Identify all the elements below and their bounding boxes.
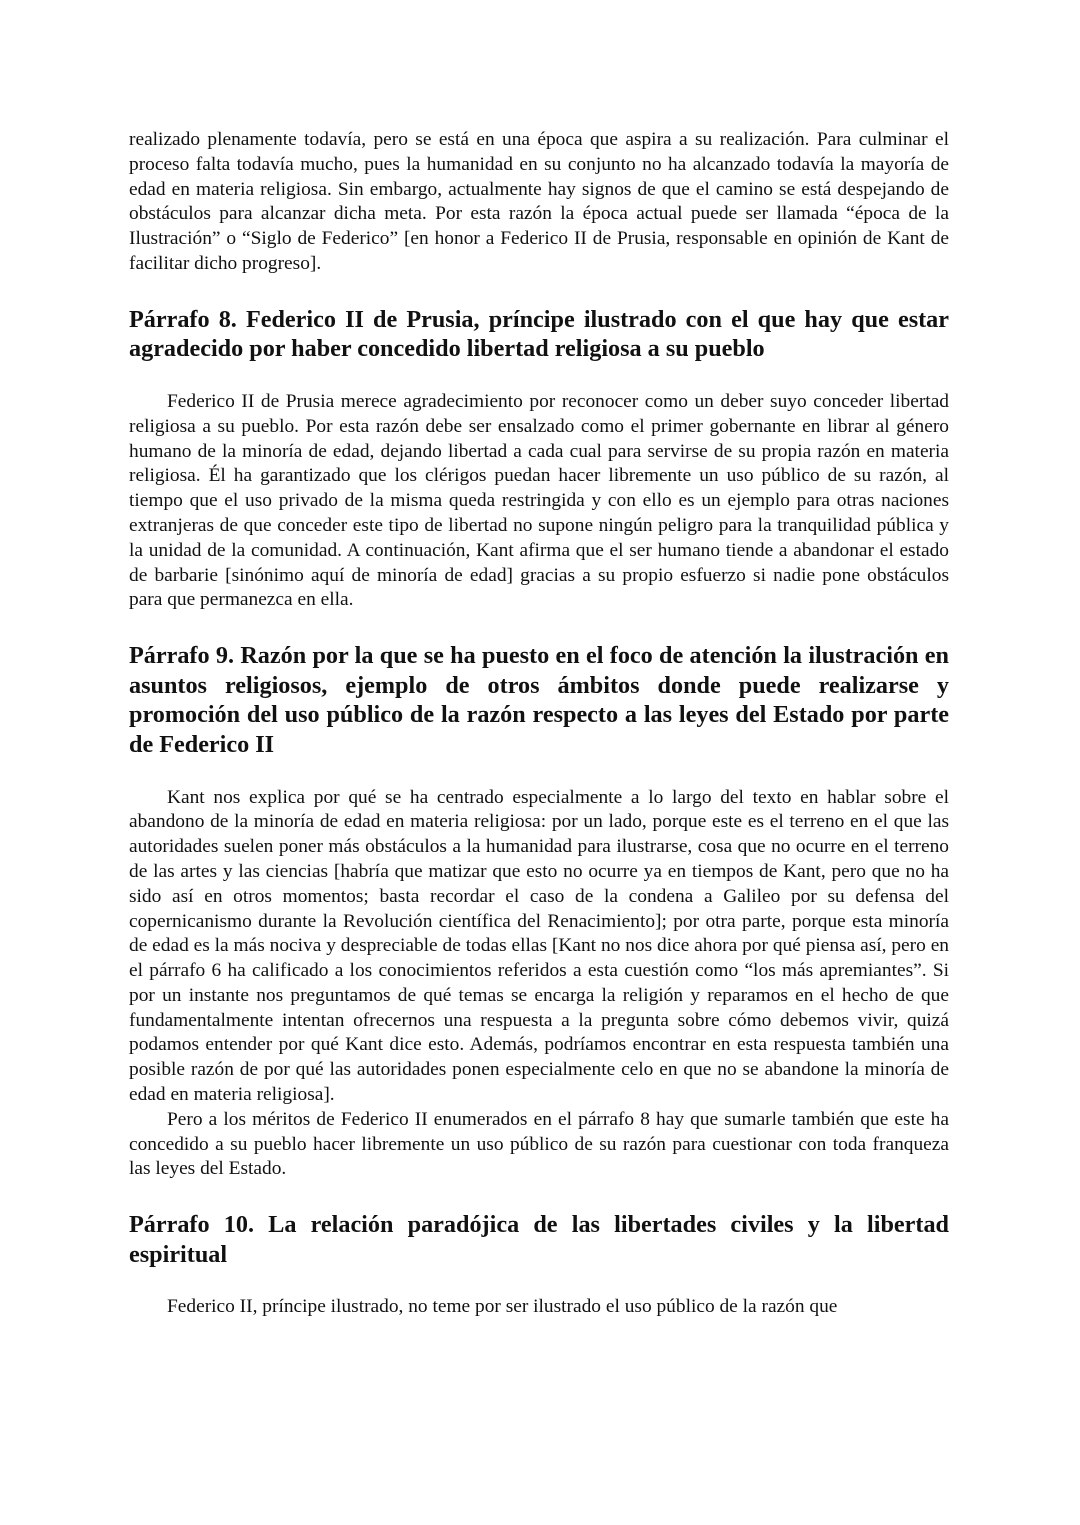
paragraph-parrafo-9a: Kant nos explica por qué se ha centrado especialmente a lo largo del texto en hablar sobre el abandono de la minoría de edad en materia religiosa: por un lado, porque este es el terreno en el que las autoridades suelen poner más obstáculos a la humanidad para ilustrarse, cosa que no ocurre en el terreno de las artes y las ciencias [habría que matizar que esto no ocurre ya en tiempos de Kant, pero que no ha sido así en otros momentos; basta recordar el caso de la condena a Galileo por su defensa del copernicanismo durante la Revolución científica del Renacimiento]; por otra parte, porque esta minoría de edad es la más nociva y despreciable de todas ellas [Kant no nos dice ahora por qué piensa así, pero en el párrafo 6 ha calificado a los conocimientos referidos a esta cuestión como “los más apremiantes”. Si por un instante nos preguntamos de qué temas se encarga la religión y reparamos en el hecho de que fundamentalmente intentan ofrecernos una respuesta a la pregunta sobre cómo debemos vivir, quizá podamos entender por qué Kant dice esto. Además, podríamos encontrar en esta respuesta también una posible razón de por qué las autoridades ponen especialmente celo en que no se abandone la minoría de edad en materia religiosa].	[129, 786, 949, 1106]
heading-parrafo-8: Párrafo 8. Federico II de Prusia, príncipe ilustrado con el que hay que estar agradecido por haber concedido libertad religiosa a su pueblo	[129, 305, 949, 363]
spacer	[129, 760, 949, 786]
spacer	[129, 1182, 949, 1210]
document-page	[129, 128, 949, 1320]
paragraph-parrafo-9b: Pero a los méritos de Federico II enumerados en el párrafo 8 hay que sumarle también que este ha concedido a su pueblo hacer libremente un uso público de su razón para cuestionar con toda franqueza las leyes del Estado.	[129, 1108, 949, 1180]
paragraph-parrafo-8: Federico II de Prusia merece agradecimiento por reconocer como un deber suyo conceder libertad religiosa a su pueblo. Por esta razón debe ser ensalzado como el primer gobernante en librar al género humano de la minoría de edad, dejando libertad a cada cual para servirse de su propia razón en materia religiosa. Él ha garantizado que los clérigos puedan hacer libremente un uso público de su razón, al tiempo que el uso privado de la misma queda restringida y con ello es un ejemplo para otras naciones extranjeras de que conceder este tipo de libertad no supone ningún peligro para la tranquilidad pública y la unidad de la comunidad. A continuación, Kant afirma que el ser humano tiende a abandonar el estado de barbarie [sinónimo aquí de minoría de edad] gracias a su propio esfuerzo si nadie pone obstáculos para que permanezca en ella.	[129, 390, 949, 611]
spacer	[129, 1269, 949, 1295]
heading-parrafo-10: Párrafo 10. La relación paradójica de las libertades civiles y la libertad espiritual	[129, 1211, 949, 1268]
paragraph-intro: realizado plenamente todavía, pero se está en una época que aspira a su realización. Para culminar el proceso falta todavía mucho, pues la humanidad en su conjunto no ha alcanzado todavía la mayoría de edad en materia religiosa. Sin embargo, actualmente hay signos de que el camino se está despejando de obstáculos para alcanzar dicha meta. Por esta razón la época actual puede ser llamada “época de la Ilustración” o “Siglo de Federico” [en honor a Federico II de Prusia, responsable en opinión de Kant de facilitar dicho progreso].	[129, 129, 949, 274]
paragraph-parrafo-10: Federico II, príncipe ilustrado, no teme por ser ilustrado el uso público de la razón que	[167, 1296, 838, 1318]
spacer	[129, 613, 949, 641]
heading-parrafo-9: Párrafo 9. Razón por la que se ha puesto en el foco de atención la ilustración en asuntos religiosos, ejemplo de otros ámbitos donde puede realizarse y promoción del uso público de la razón respecto a las leyes del Estado por parte de Federico II	[129, 642, 949, 758]
spacer	[129, 364, 949, 390]
spacer	[129, 277, 949, 305]
